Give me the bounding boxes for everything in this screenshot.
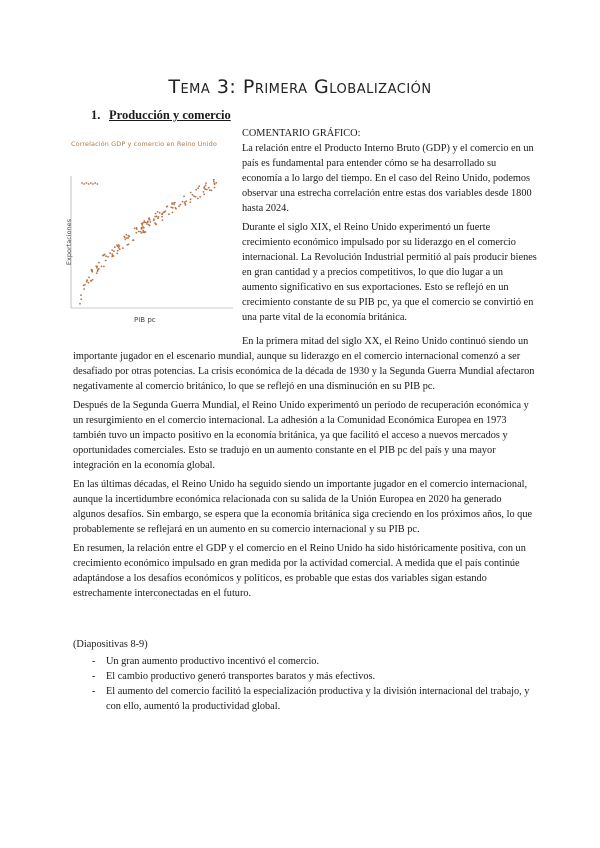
scatter-point — [90, 280, 92, 282]
scatter-point — [195, 189, 197, 191]
scatter-point — [174, 202, 176, 204]
scatter-point — [91, 269, 93, 271]
scatter-point — [197, 187, 199, 189]
scatter-point — [117, 250, 119, 252]
scatter-point — [96, 266, 98, 268]
scatter-point — [146, 223, 148, 225]
scatter-point — [149, 221, 151, 223]
scatter-point — [101, 266, 103, 268]
scatter-point — [214, 187, 216, 189]
list-item — [73, 669, 543, 684]
bullet-dash-icon: - — [92, 686, 96, 697]
scatter-point — [80, 298, 82, 300]
body-text — [73, 334, 535, 601]
paragraph-3: En la primera mitad del siglo XX, el Reino Unido continuó siendo un importante jugador en el escenario mundial, aunque su liderazgo en el comercio internacional comenzó a ser desafiado por otras potencias. La crisis económica de la década de 1930 y la Segunda Guerra Mundial afectaron negativamente al comercio británico, lo que se reflejó en una disminución en su PIB pc. — [73, 336, 535, 392]
scatter-point — [161, 213, 163, 215]
scatter-point — [168, 213, 170, 215]
scatter-point — [157, 217, 159, 219]
scatter-point — [103, 266, 105, 268]
scatter-point — [118, 244, 120, 246]
list-item-text: El aumento del comercio facilitó la especialización productiva y la división internacional del trabajo, y con ello, aumentó la productividad global. — [106, 686, 530, 712]
scatter-point — [124, 237, 126, 239]
scatter-point — [143, 227, 145, 229]
scatter-point — [199, 196, 201, 198]
scatter-point — [159, 212, 161, 214]
scatter-point — [214, 183, 216, 185]
scatter-point — [97, 183, 99, 185]
scatter-point — [195, 196, 197, 198]
paragraph-1: La relación entre el Producto Interno Bruto (GDP) y el comercio en un país es fundamental para entender cómo se ha desarrollado su economía a lo largo del tiempo. En el caso del Reino Unido, podemos observar una estrecha correlación entre estas dos variables desde 1800 hasta 2024. — [242, 143, 534, 214]
scatter-point — [140, 231, 142, 233]
scatter-point — [98, 262, 100, 264]
list-item-text: Un gran aumento productivo incentivó el comercio. — [106, 656, 320, 667]
scatter-point — [88, 183, 90, 185]
scatter-point — [192, 194, 194, 196]
comment-block — [242, 126, 538, 325]
scatter-point — [161, 216, 163, 218]
scatter-point — [180, 204, 182, 206]
scatter-point — [209, 189, 211, 191]
scatter-point — [175, 208, 177, 210]
scatter-point — [88, 276, 90, 278]
scatter-point — [203, 191, 205, 193]
paragraph-5: En las últimas décadas, el Reino Unido ha seguido siendo un importante jugador en el comercio internacional, aunque la incertidumbre económica relacionada con su salida de la Unión Europea en 2020 ha generado algunos desafíos. Sin embargo, se espera que la economía británica siga creciendo en los próximos años, lo que probablemente se reflejará en un aumento en su comercio internacional y su PIB pc. — [73, 479, 533, 535]
scatter-point — [198, 185, 200, 187]
scatter-point — [185, 200, 187, 202]
section-number: 1. — [91, 108, 101, 122]
scatter-point — [119, 248, 121, 250]
section-title: Producción y comercio — [109, 108, 231, 122]
scatter-point — [173, 203, 175, 205]
scatter-point — [148, 218, 150, 220]
scatter-point — [98, 268, 100, 270]
scatter-point — [189, 201, 191, 203]
scatter-point — [157, 211, 159, 213]
scatter-point — [170, 207, 172, 209]
scatter-point — [118, 247, 120, 249]
page-title: Tema 3: Primera Globalización — [168, 76, 432, 98]
scatter-point — [213, 179, 215, 181]
scatter-point — [126, 237, 128, 239]
scatter-point — [127, 235, 129, 237]
scatter-point — [86, 279, 88, 281]
bullet-dash-icon: - — [92, 656, 96, 667]
scatter-point — [141, 227, 143, 229]
bullet-list — [73, 654, 543, 714]
scatter-point — [124, 239, 126, 241]
scatter-point — [122, 247, 124, 249]
scatter-point — [171, 203, 173, 205]
scatter-point — [92, 183, 94, 185]
scatter-point — [135, 232, 137, 234]
scatter-point — [83, 183, 85, 185]
bullet-dash-icon: - — [92, 671, 96, 682]
scatter-point — [204, 186, 206, 188]
figure-title: Correlación GDP y comercio en Reino Unido — [71, 140, 217, 148]
figure-ylabel: Exportaciones — [65, 218, 74, 266]
scatter-point — [143, 220, 145, 222]
scatter-point — [215, 182, 217, 184]
scatter-point — [90, 182, 92, 184]
scatter-point — [103, 254, 105, 256]
scatter-point — [83, 288, 85, 290]
scatter-point — [142, 230, 144, 232]
slides-reference: (Diapositivas 8-9) — [73, 639, 148, 650]
scatter-point — [155, 224, 157, 226]
scatter-point — [204, 188, 206, 190]
scatter-point — [84, 284, 86, 286]
scatter-point — [153, 220, 155, 222]
scatter-point — [134, 228, 136, 230]
scatter-point — [113, 250, 115, 252]
scatter-point — [128, 244, 130, 246]
scatter-point — [86, 182, 88, 184]
section-heading — [91, 108, 231, 123]
scatter-point — [92, 271, 94, 273]
scatter-point — [203, 193, 205, 195]
scatter-figure — [65, 140, 236, 330]
scatter-point — [111, 249, 113, 251]
scatter-point — [213, 181, 215, 183]
scatter-point — [206, 189, 208, 191]
scatter-point — [114, 246, 116, 248]
scatter-point — [165, 210, 167, 212]
scatter-point — [109, 252, 111, 254]
scatter-point — [88, 282, 90, 284]
scatter-point — [205, 182, 207, 184]
scatter-point — [81, 182, 83, 184]
scatter-point — [208, 187, 210, 189]
list-item — [73, 654, 543, 669]
scatter-point — [190, 192, 192, 194]
scatter-point — [142, 231, 144, 233]
scatter-point — [141, 223, 143, 225]
scatter-point — [105, 260, 107, 262]
list-item-text: El cambio productivo generó transportes baratos y más efectivos. — [106, 671, 376, 682]
scatter-point — [155, 213, 157, 215]
scatter-plot — [68, 140, 236, 330]
scatter-point — [166, 206, 168, 208]
scatter-point — [162, 219, 164, 221]
scatter-point — [154, 216, 156, 218]
scatter-point — [105, 255, 107, 257]
paragraph-2: Durante el siglo XIX, el Reino Unido experimentó un fuerte crecimiento económico impulsado por su liderazgo en el comercio internacional. La Revolución Industrial permitió al país producir bienes en gran cantidad y a precios competitivos, lo que dio lugar a un aumento significativo en sus exportaciones. Esto se reflejó en un crecimiento constante de su PIB pc, ya que el comercio se convirtió en una parte vital de la economía británica. — [242, 222, 537, 323]
scatter-point — [185, 204, 187, 206]
scatter-point — [94, 182, 96, 184]
scatter-point — [92, 279, 94, 281]
scatter-point — [149, 225, 151, 227]
comment-heading: COMENTARIO GRÁFICO: — [242, 128, 361, 139]
paragraph-4: Después de la Segunda Guerra Mundial, el Reino Unido experimentó un período de recuperación económica y un resurgimiento en el comercio internacional. La adhesión a la Comunidad Económica Europea en 1973 también tuvo un impacto positivo en la economía británica, ya que facilitó el acceso a nuevos mercados y oportunidades comerciales. Esto se tradujo en un aumento constante en el PIB pc del país y una mayor integración en la economía global. — [73, 400, 529, 471]
scatter-point — [172, 212, 174, 214]
list-item — [73, 684, 543, 714]
scatter-point — [116, 253, 118, 255]
scatter-point — [125, 234, 127, 236]
scatter-point — [138, 231, 140, 233]
scatter-point — [193, 195, 195, 197]
figure-xlabel: PIB pc — [134, 316, 156, 324]
scatter-point — [107, 256, 109, 258]
scatter-point — [79, 303, 81, 305]
scatter-point — [182, 201, 184, 203]
scatter-point — [211, 190, 213, 192]
scatter-point — [190, 198, 192, 200]
scatter-point — [145, 231, 147, 233]
scatter-point — [132, 239, 134, 241]
scatter-point — [136, 228, 138, 230]
scatter-point — [205, 184, 207, 186]
scatter-point — [80, 294, 82, 296]
scatter-point — [197, 198, 199, 200]
scatter-point — [147, 221, 149, 223]
scatter-point — [96, 272, 98, 274]
scatter-point — [111, 253, 113, 255]
scatter-point — [163, 211, 165, 213]
paragraph-6: En resumen, la relación entre el GDP y el comercio en el Reino Unido ha sido históricamente positiva, con un crecimiento económico impulsado en gran medida por la actividad comercial. A medida que el país continúe adaptándose a los desafíos económicos y políticos, es probable que estas dos variables sigan estando estrechamente interconectadas en el futuro. — [73, 543, 526, 599]
scatter-point — [183, 196, 185, 198]
scatter-point — [178, 205, 180, 207]
